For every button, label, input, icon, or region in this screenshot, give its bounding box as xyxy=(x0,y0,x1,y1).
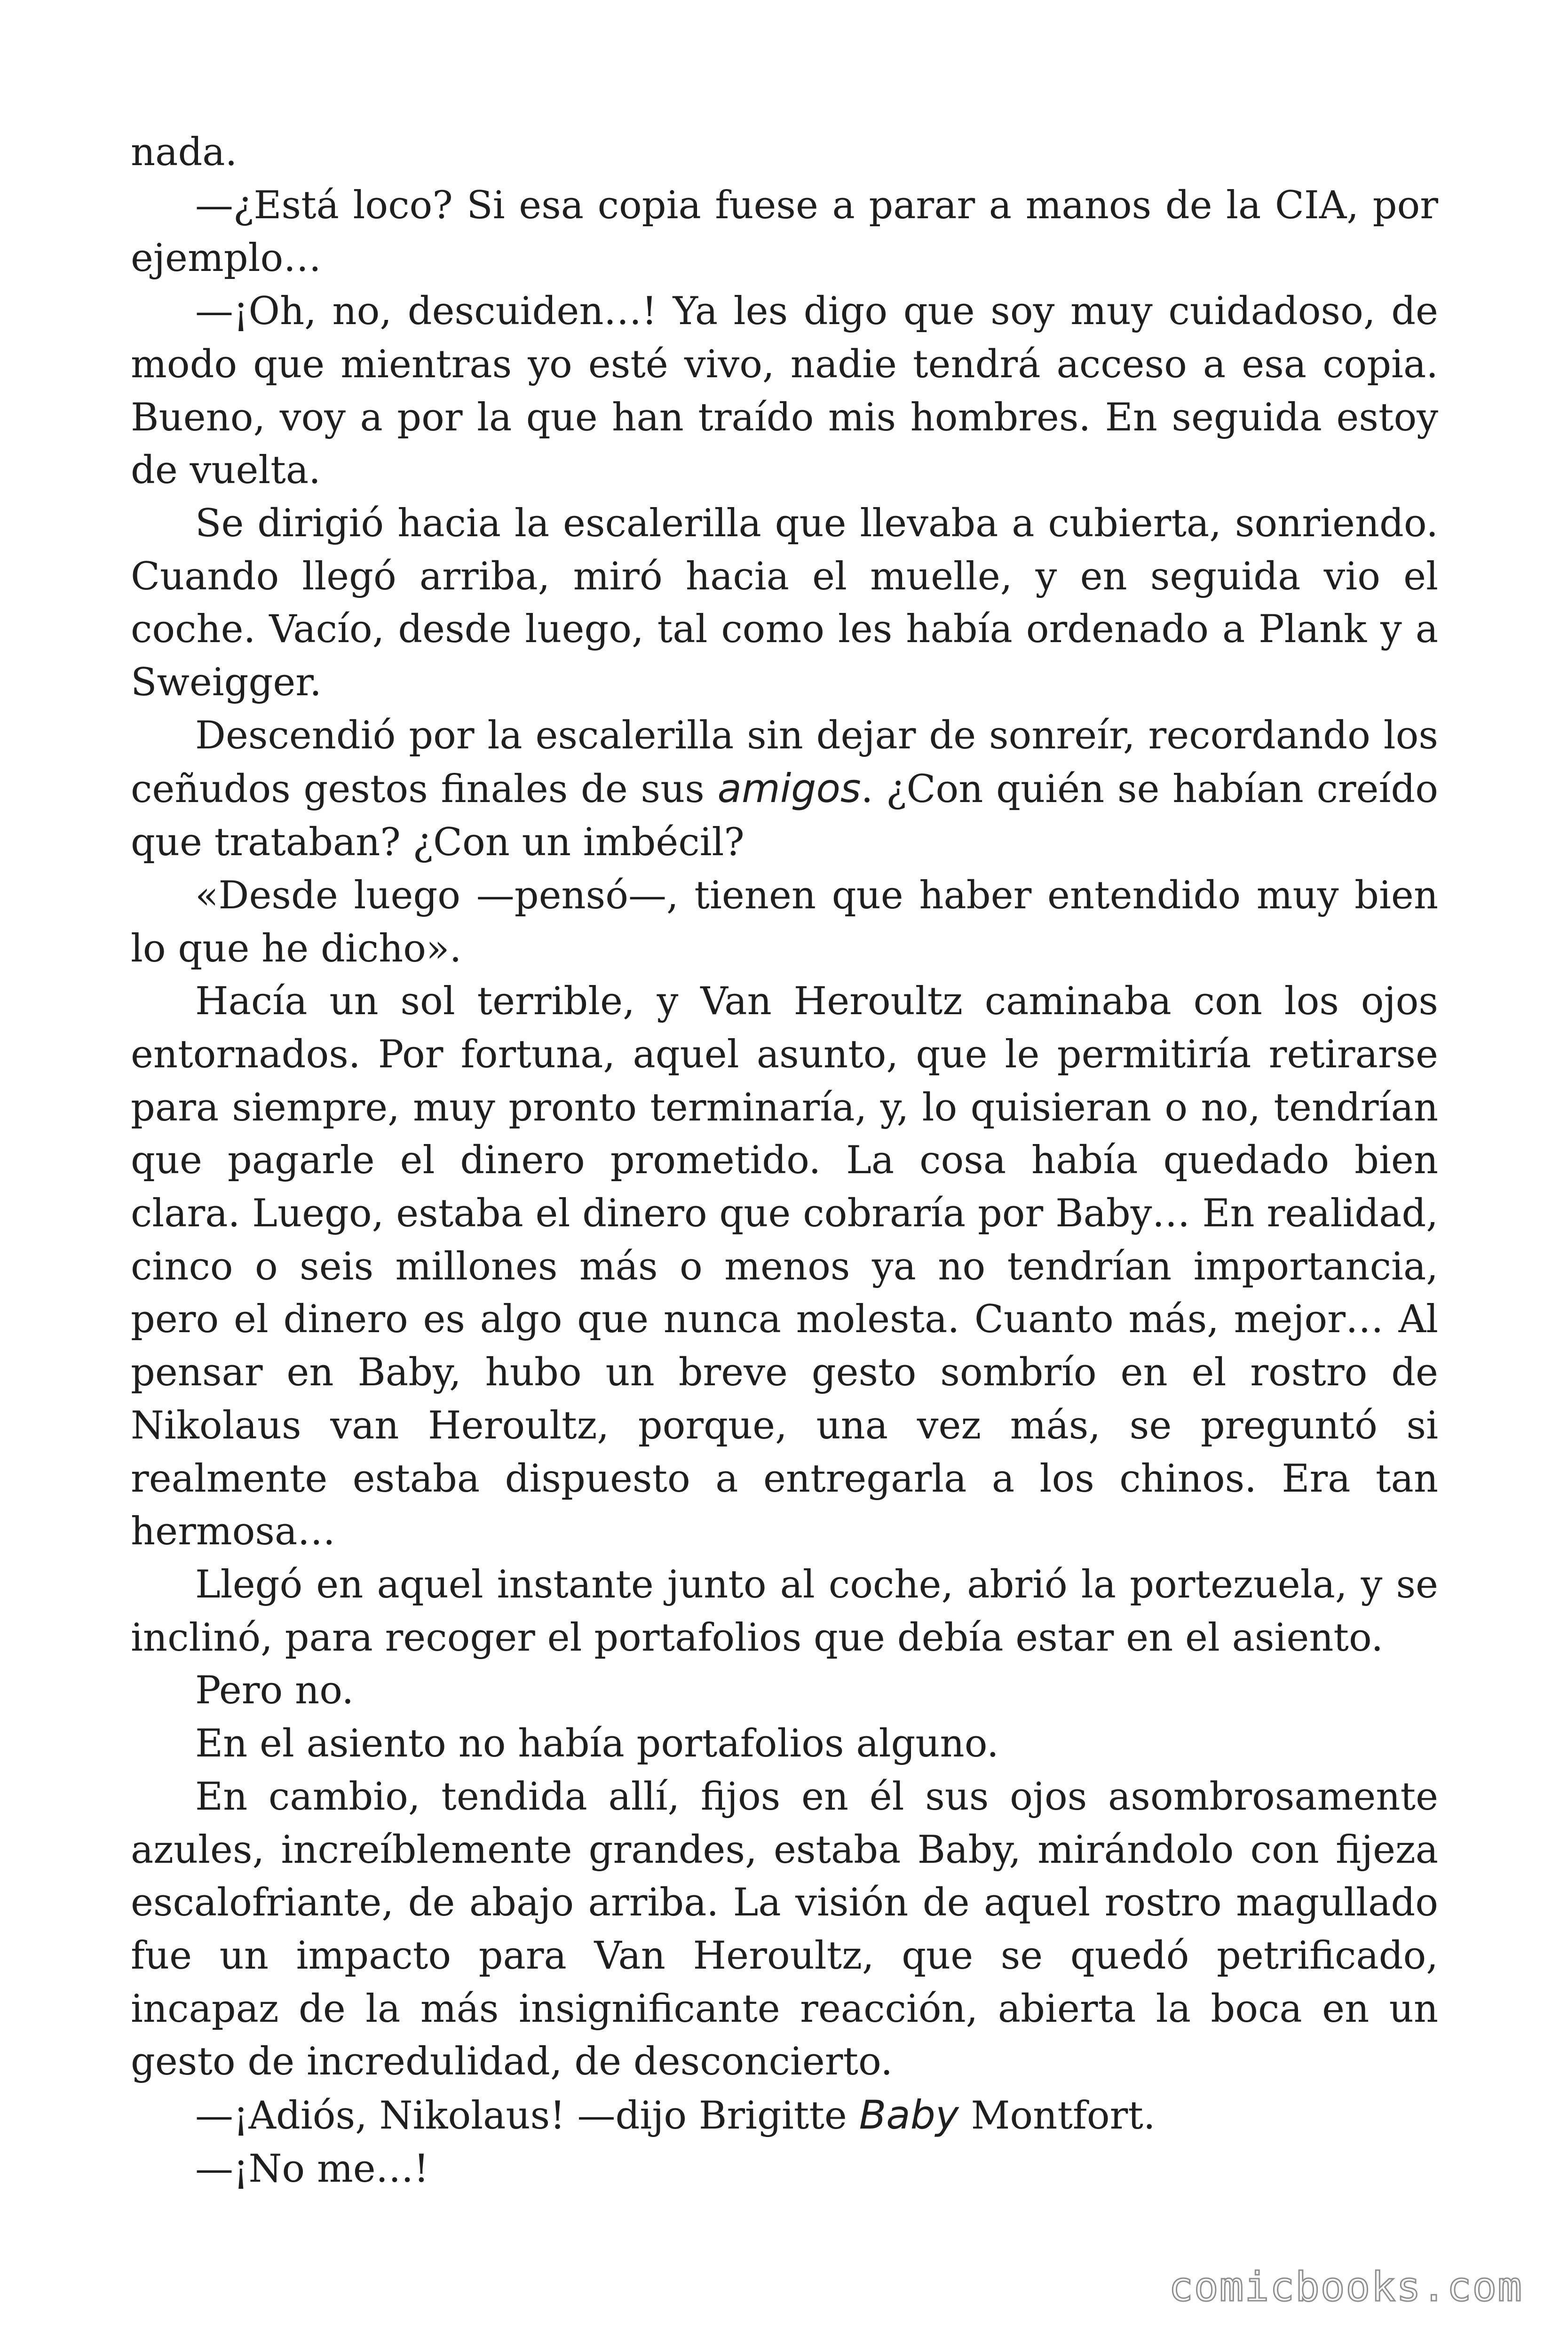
text-segment: Hacía un sol terrible, y Van Heroultz caminaba con los ojos entornados. Por fortuna, aquel asunto, que le permitiría retirarse para siempre, muy pronto terminaría, y, lo quisieran o no, tendrían que pagarle el dinero prometido. La cosa había quedado bien clara. Luego, estaba el dinero que cobraría por Baby… En realidad, cinco o seis millones más o menos ya no tendrían importancia, pero el dinero es algo que nunca molesta. Cuanto más, mejor… Al pensar en Baby, hubo un breve gesto sombrío en el rostro de Nikolaus van Heroultz, porque, una vez más, se preguntó si realmente estaba dispuesto a entregarla a los chinos. Era tan hermosa… xyxy=(131,979,1438,1554)
paragraph xyxy=(131,285,1438,497)
text-segment: Descendió por la escalerilla sin dejar de sonreír, recordando los ceñudos gestos finales de sus xyxy=(131,713,1438,812)
text-segment: Se dirigió hacia la escalerilla que llevaba a cubierta, sonriendo. Cuando llegó arriba, miró hacia el muelle, y en seguida vio el coche. Vacío, desde luego, tal como les había ordenado a Plank y a Sweigger. xyxy=(131,501,1438,705)
page-body xyxy=(131,126,1438,2195)
paragraph xyxy=(131,126,1438,179)
paragraph xyxy=(131,869,1438,975)
text-segment: —¡No me…! xyxy=(195,2146,429,2191)
paragraph xyxy=(131,1771,1438,2089)
text-segment: En cambio, tendida allí, fijos en él sus ojos asombrosamente azules, increíblemente grandes, estaba Baby, mirándolo con fijeza escalofriante, de abajo arriba. La visión de aquel rostro magullado fue un impacto para Van Heroultz, que se quedó petrificado, incapaz de la más insignificante reacción, abierta la boca en un gesto de incredulidad, de desconcierto. xyxy=(131,1774,1438,2084)
text-segment: En el asiento no había portafolios alguno. xyxy=(195,1722,999,1766)
text-segment: —¡Oh, no, descuiden…! Ya les digo que soy muy cuidadoso, de modo que mientras yo esté vivo, nadie tendrá acceso a esa copia. Bueno, voy a por la que han traído mis hombres. En seguida estoy de vuelta. xyxy=(131,289,1438,493)
text-segment: «Desde luego —pensó—, tienen que haber entendido muy bien lo que he dicho». xyxy=(131,873,1438,971)
text-flow xyxy=(131,126,1438,2195)
watermark: comicbooks.com xyxy=(1169,2264,1523,2311)
paragraph xyxy=(131,975,1438,1558)
text-segment: . ¿Con quién se habían creído que trataban? ¿Con un imbécil? xyxy=(131,767,1439,865)
text-segment: —¡Adiós, Nikolaus! —dijo Brigitte xyxy=(195,2094,859,2138)
paragraph xyxy=(131,2143,1438,2196)
paragraph xyxy=(131,1717,1438,1771)
italic-text: Baby xyxy=(859,2092,959,2138)
italic-text: amigos xyxy=(717,765,861,812)
text-segment: Montfort. xyxy=(958,2094,1156,2138)
text-segment: —¿Está loco? Si esa copia fuese a parar a manos de la CIA, por ejemplo… xyxy=(131,183,1438,281)
paragraph xyxy=(131,1558,1438,1664)
paragraph xyxy=(131,709,1438,869)
paragraph xyxy=(131,179,1438,285)
paragraph xyxy=(131,1664,1438,1717)
paragraph xyxy=(131,2089,1438,2143)
text-segment: Llegó en aquel instante junto al coche, abrió la portezuela, y se inclinó, para recoger el portafolios que debía estar en el asiento. xyxy=(131,1562,1438,1660)
text-segment: nada. xyxy=(131,130,238,175)
paragraph xyxy=(131,497,1438,709)
text-segment: Pero no. xyxy=(195,1669,354,1713)
